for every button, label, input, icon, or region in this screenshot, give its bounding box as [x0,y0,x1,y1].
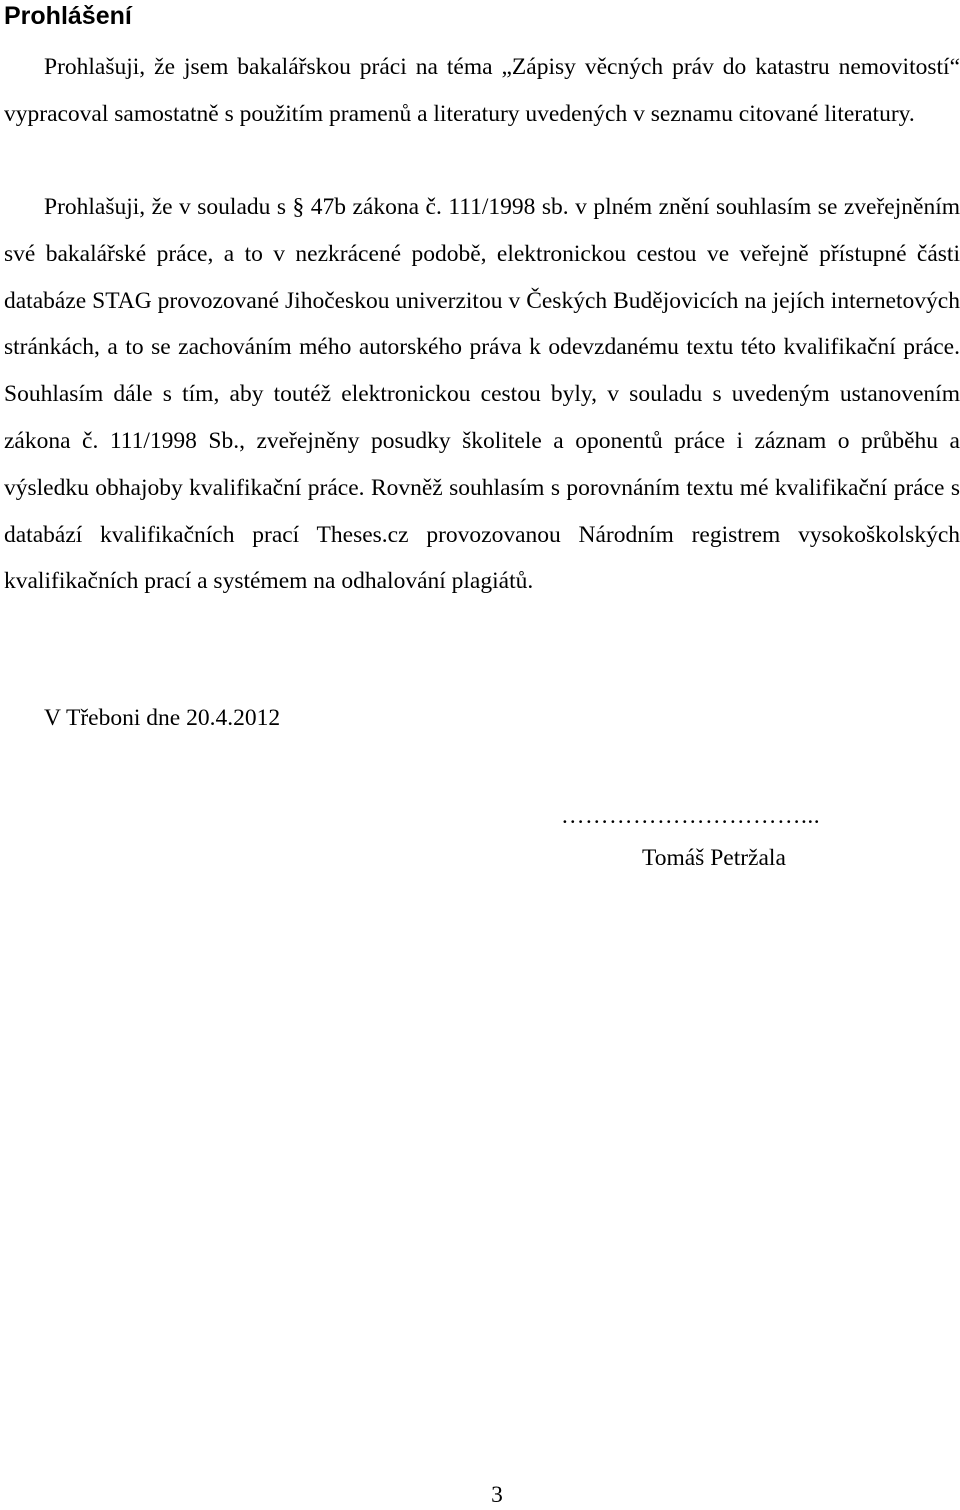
declaration-paragraph-authorship: Prohlašuji, že jsem bakalářskou práci na téma „Zápisy věcných práv do katastru nemovitostí“ vypracoval samostatně s použitím pramenů a literatury uvedených v seznamu citované literatury. [4,54,960,127]
signature-line: …………………………... [561,803,821,829]
page-title: Prohlášení [4,2,132,30]
declaration-paragraph-publication-consent: Prohlašuji, že v souladu s § 47b zákona č. 111/1998 sb. v plném znění souhlasím se zveřejněním své bakalářské práce, a to v nezkrácené podobě, elektronickou cestou ve veřejně přístupné části databáze STAG provozované Jihočeskou univerzitou v Českých Budějovicích na jejích internetových stránkách, a to se zachováním mého autorského práva k odevzdanému textu této kvalifikační práce. Souhlasím dále s tím, aby toutéž elektronickou cestou byly, v souladu s uvedeným ustanovením zákona č. 111/1998 Sb., zveřejněny posudky školitele a oponentů práce i záznam o průběhu a výsledku obhajoby kvalifikační práce. Rovněž souhlasím s porovnáním textu mé kvalifikační práce s databází kvalifikačních prací Theses.cz provozovanou Národním registrem vysokoškolských kvalifikačních prací a systémem na odhalování plagiátů. [4,194,960,595]
place-and-date: V Třeboni dne 20.4.2012 [44,705,281,731]
page-number: 3 [491,1482,503,1508]
signature-name: Tomáš Petržala [642,845,786,871]
